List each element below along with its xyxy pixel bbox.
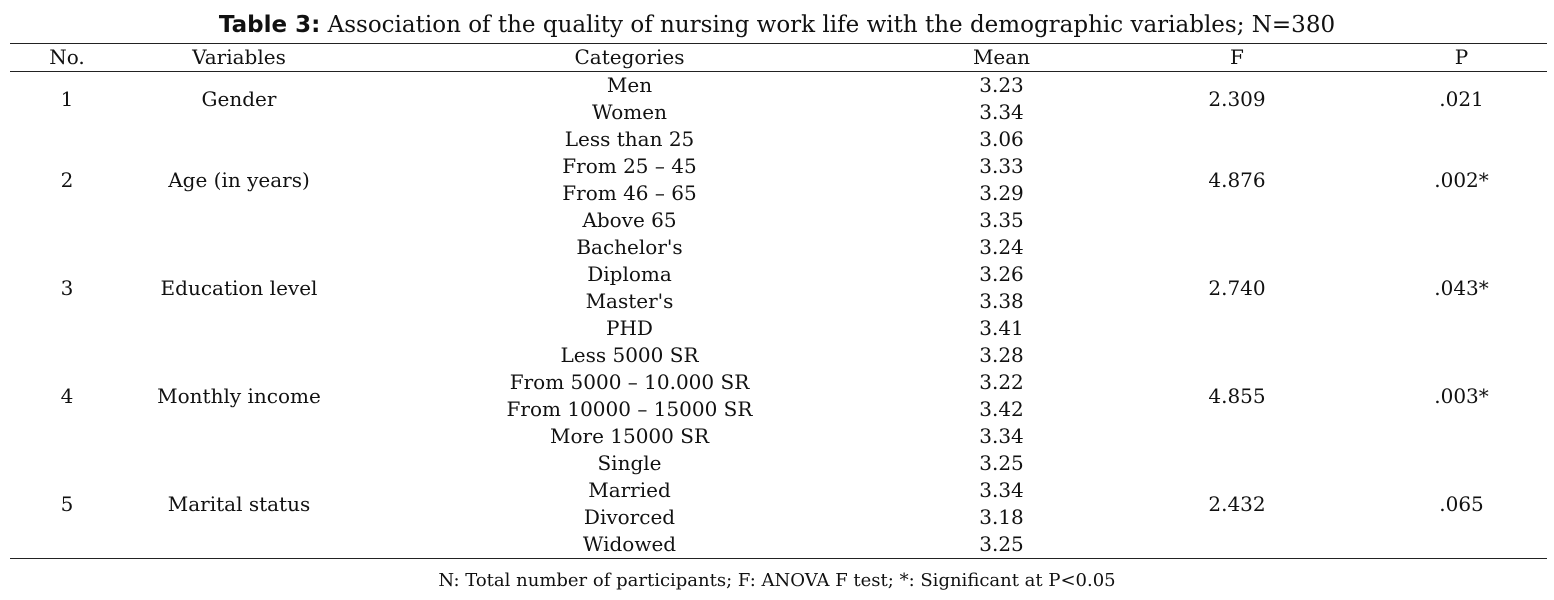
mean-cell: 3.34 [979, 424, 1024, 448]
row-number: 4 [60, 383, 74, 408]
table-header-row [10, 44, 1547, 72]
p-value: .065 [1376, 450, 1547, 559]
mean-cell: 3.28 [979, 343, 1024, 367]
row-number: 3 [60, 275, 74, 300]
mean-cell: 3.34 [979, 100, 1024, 124]
variable-name: Age (in years) [168, 167, 310, 192]
variable-name: Education level [160, 275, 318, 300]
variable-name: Monthly income [157, 383, 321, 408]
row-number: 1 [60, 86, 74, 111]
p-value: .021 [1439, 86, 1484, 111]
category-cell: Divorced [583, 505, 676, 529]
mean-cell: 3.24 [979, 235, 1024, 259]
category-cell: Master's [585, 289, 674, 313]
p-value: .003* [1434, 383, 1489, 408]
table-caption [0, 10, 1554, 40]
category-cell: Single [597, 451, 662, 475]
mean-cell: 3.35 [979, 208, 1024, 232]
category-cell: From 25 – 45 [562, 154, 697, 178]
category-cell: Married [588, 478, 671, 502]
category-cell: Bachelor's [576, 235, 683, 259]
mean-cell: 3.38 [979, 289, 1024, 313]
row-number: 2 [60, 167, 74, 192]
mean-cell: 3.06 [979, 127, 1024, 151]
variable-name: Gender [201, 86, 277, 111]
mean-cell: 3.25 [979, 451, 1024, 475]
variable-name: Marital status [124, 450, 354, 559]
mean-cell: 3.41 [979, 316, 1024, 340]
f-value: 2.309 [1208, 86, 1266, 111]
p-value: .002* [1434, 167, 1489, 192]
f-value: 2.740 [1208, 275, 1266, 300]
mean-cell: 3.29 [979, 181, 1024, 205]
header-no: No. [10, 44, 124, 72]
table-footnote: N: Total number of participants; F: ANOVA F test; *: Significant at P<0.05 [438, 570, 1116, 591]
category-cell: Women [592, 100, 667, 124]
mean-cell: 3.18 [979, 505, 1024, 529]
table-caption-label: Table 3: [218, 12, 321, 38]
category-cell: Above 65 [582, 208, 677, 232]
mean-cell: 3.22 [979, 370, 1024, 394]
category-cell: Less than 25 [564, 127, 695, 151]
table-row [10, 72, 1547, 100]
mean-cell: 3.23 [979, 73, 1024, 97]
category-cell: Widowed [354, 531, 905, 559]
table-row [10, 126, 1547, 153]
mean-cell: 3.34 [979, 478, 1024, 502]
category-cell: Diploma [587, 262, 672, 286]
category-cell: PHD [606, 316, 653, 340]
header-variables: Variables [124, 44, 354, 72]
table-row [10, 342, 1547, 369]
header-mean: Mean [905, 44, 1098, 72]
table-row [10, 450, 1547, 477]
mean-cell: 3.26 [979, 262, 1024, 286]
demographics-table [10, 43, 1547, 559]
p-value: .043* [1434, 275, 1489, 300]
category-cell: From 5000 – 10.000 SR [509, 370, 750, 394]
category-cell: From 10000 – 15000 SR [506, 397, 753, 421]
mean-cell: 3.42 [979, 397, 1024, 421]
header-categories: Categories [354, 44, 905, 72]
f-value: 2.432 [1098, 450, 1376, 559]
category-cell: Less 5000 SR [560, 343, 699, 367]
header-f: F [1098, 44, 1376, 72]
table-row [10, 234, 1547, 261]
f-value: 4.855 [1208, 383, 1266, 408]
category-cell: Men [606, 73, 653, 97]
mean-cell: 3.25 [905, 531, 1098, 559]
header-p: P [1376, 44, 1547, 72]
f-value: 4.876 [1208, 167, 1266, 192]
table-caption-text: Association of the quality of nursing work life with the demographic variables; N=380 [320, 12, 1336, 38]
row-number: 5 [10, 450, 124, 559]
category-cell: More 15000 SR [549, 424, 709, 448]
category-cell: From 46 – 65 [562, 181, 697, 205]
mean-cell: 3.33 [979, 154, 1024, 178]
